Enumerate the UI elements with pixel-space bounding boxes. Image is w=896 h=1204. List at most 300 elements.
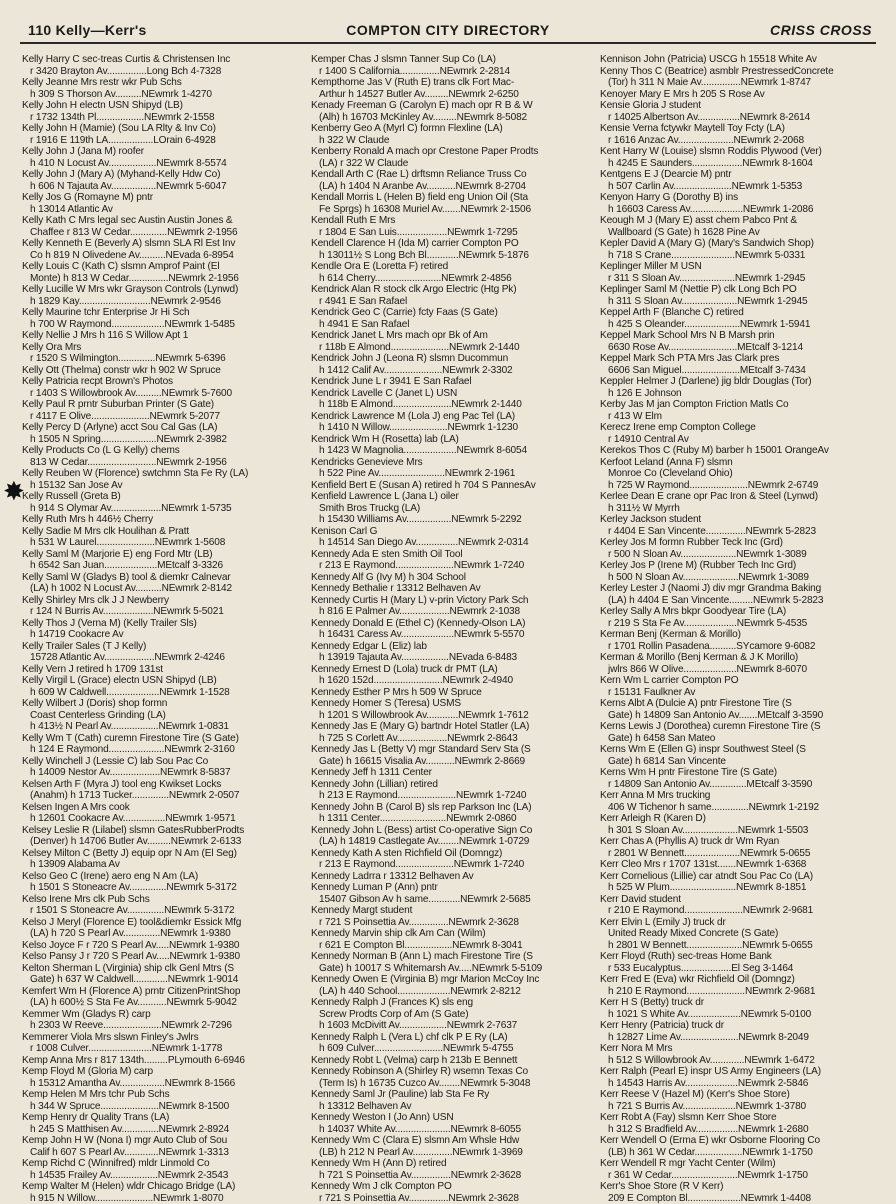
listing-line: Kennedy Ladrra r 13312 Belhaven Av [311,871,593,883]
listing-line: (LB) h 212 N Pearl Av...............NEwmrk 1-3969 [311,1147,593,1159]
listing-line: Kerr Ralph (Pearl E) inspr US Army Engineers (LA) [600,1066,884,1078]
listing-line: (Term Is) h 16735 Cuzco Av........NEwmrk 5-3048 [311,1078,593,1090]
listing-line: 15728 Atlantic Av...................NEwmrk 2-4246 [22,652,304,664]
listing-line: (LA) h 14819 Castlegate Av........NEwmrk 1-0729 [311,836,593,848]
listing-line: Gate) h 6814 San Vincente [600,756,884,768]
listing-line: h 1201 S Willowbrook Av............NEwmrk 1-7612 [311,710,593,722]
listing-line: r 1403 S Willowbrook Av..........NEwmrk 5-7600 [22,388,304,400]
listing-line: Kendell Clarence H (Ida M) carrier Compton PO [311,238,593,250]
listing-line: Keough M J (Mary E) asst chem Pabco Pnt & [600,215,884,227]
listing-line: h 13312 Belhaven Av [311,1101,593,1113]
listing-line: Kennedy Donald E (Ethel C) (Kennedy-Olson LA) [311,618,593,630]
listing-line: r 4404 E San Vincente...............NEwmrk 5-2823 [600,526,884,538]
listing-line: h 16431 Caress Av....................NEwmrk 5-5570 [311,629,593,641]
listing-line: h 14037 White Av.....................NEwmrk 8-6055 [311,1124,593,1136]
listing-line: Kentgens E J (Dearcie M) pntr [600,169,884,181]
listing-line: h 213 E Raymond......................NEwmrk 1-7240 [311,790,593,802]
listing-line: h 1412 Calif Av......................NEwmrk 2-3302 [311,365,593,377]
listing-line: 209 E Compton Bl....................NEwmrk 1-4408 [600,1193,884,1204]
listing-line: Kendrick Wm H (Rosetta) lab (LA) [311,434,593,446]
listing-line: h 525 W Plum.........................NEwmrk 8-1851 [600,882,884,894]
listing-line: h 14543 Harris Av....................NEwmrk 2-5846 [600,1078,884,1090]
listing-line: h 531 W Laurel......................NEwmrk 1-5608 [22,537,304,549]
listing-line: h 721 S Burris Av....................NEwmrk 1-3780 [600,1101,884,1113]
listing-line: Kemp Richd C (Winnifred) mldr Linmold Co [22,1158,304,1170]
listing-line: Kensie Gloria J student [600,100,884,112]
listing-line: Kendrick Geo C (Carrie) fcty Faas (S Gate) [311,307,593,319]
listing-line: (LA) h 1002 N Locust Av..........NEwmrk 2-8142 [22,583,304,595]
listing-line: h 14009 Nestor Av...................NEwmrk 8-5837 [22,767,304,779]
listing-line: Kenady Freeman G (Carolyn E) mach opr R B & W [311,100,593,112]
listing-line: Kendrick Alan R stock clk Argo Electric (Htg Pk) [311,284,593,296]
listing-line: Kerr Anna M Mrs trucking [600,790,884,802]
listing-line: h 614 Cherry.........................NEwmrk 2-4856 [311,273,593,285]
listing-line: h 915 N Willow......................NEwmrk 1-8070 [22,1193,304,1204]
listing-line: h 1423 W Magnolia....................NEwmrk 8-6054 [311,445,593,457]
listing-line: r 1501 S Stoneacre Av..............NEwmrk 5-3172 [22,905,304,917]
listing-line: h 718 S Crane........................NEwmrk 5-0331 [600,250,884,262]
listing-line: 406 W Tichenor h same..............NEwmrk 1-2192 [600,802,884,814]
listing-line: Kerr Cornelious (Lillie) car atndt Sou Pac Co (LA) [600,871,884,883]
listing-line: r 1616 Anzac Av.....................NEwmrk 2-2068 [600,135,884,147]
listing-line: Gate) h 16615 Visalia Av...........NEwmrk 2-8669 [311,756,593,768]
listing-line: r 3420 Brayton Av...............Long Bch 4-7328 [22,66,304,78]
listing-line: h 816 E Palmer Av...................NEwmrk 2-1038 [311,606,593,618]
listing-line: h 12827 Lime Av......................NEwmrk 8-2049 [600,1032,884,1044]
listing-line: Kelly Harry C sec-treas Curtis & Christensen Inc [22,54,304,66]
listing-line: (LA) h 440 School....................NEwmrk 2-8212 [311,986,593,998]
listing-line: Kelly Reuben W (Florence) swtchmn Sta Fe Ry (LA) [22,468,304,480]
listing-line: Keplinger Miller M USN [600,261,884,273]
listing-line: Keppel Arth F (Blanche C) retired [600,307,884,319]
listing-line: Kendrick Janet L Mrs mach opr Bk of Am [311,330,593,342]
listing-line: Kelly Thos J (Verna M) (Kelly Trailer Sls) [22,618,304,630]
listing-line: r 219 S Sta Fe Av....................NEwmrk 5-4535 [600,618,884,630]
listing-line: h 1311 Center.........................NEwmrk 2-0860 [311,813,593,825]
listing-line: Gate) h 10017 S Whitemarsh Av.....NEwmrk 5-5109 [311,963,593,975]
listing-line: Kelly Saml W (Gladys B) tool & diemkr Calnevar [22,572,304,584]
listing-line: Kelso Pansy J r 720 S Pearl Av.....NEwmrk 1-9380 [22,951,304,963]
listing-line: Gate) h 637 W Caldwell.............NEwmrk 1-9014 [22,974,304,986]
listing-line: Kelly Wilbert J (Doris) shop formn [22,698,304,710]
listing-line: Kendall Ruth E Mrs [311,215,593,227]
listing-line: r 213 E Raymond......................NEwmrk 1-7240 [311,859,593,871]
listing-line: Kerr Henry (Patricia) truck dr [600,1020,884,1032]
listing-line: Kennedy Robt L (Velma) carp h 213b E Bennett [311,1055,593,1067]
listing-line: Kerecz Irene emp Compton College [600,422,884,434]
listing-line: Kennedy Ada E sten Smith Oil Tool [311,549,593,561]
listing-line: r 213 E Raymond......................NEwmrk 1-7240 [311,560,593,572]
listing-line: Kenny Thos C (Beatrice) asmblr PrestressedConcrete [600,66,884,78]
listing-line: Kenfield Lawrence L (Jana L) oiler [311,491,593,503]
listing-line: Kennedy Homer S (Teresa) USMS [311,698,593,710]
listing-line: Kennedy Jas L (Betty V) mgr Standard Serv Sta (S [311,744,593,756]
listing-line: Kelly Louis C (Kath C) slsmn Amprof Paint (El [22,261,304,273]
listing-line: Kendrick Lawrence M (Lola J) eng Pac Tel (LA) [311,411,593,423]
listing-line: Kelly Saml M (Marjorie E) eng Ford Mtr (LB) [22,549,304,561]
listing-line: Keppel Mark Sch PTA Mrs Jas Clark pres [600,353,884,365]
listing-line: Kelly Patricia recpt Brown's Photos [22,376,304,388]
listing-line: (Alh) h 16703 McKinley Av.........NEwmrk 8-5082 [311,112,593,124]
listing-line: h 1620 152d..........................NEwmrk 2-4940 [311,675,593,687]
listing-line: h 301 S Sloan Av.....................NEwmrk 1-5503 [600,825,884,837]
listing-line: Kennedy Jas E (Mary G) bartndr Hotel Statler (LA) [311,721,593,733]
listing-line: (LB) h 361 W Cedar..................NEwmrk 1-1750 [600,1147,884,1159]
listing-line: Kennedy Owen E (Virginia B) mgr Marion McCoy Inc [311,974,593,986]
listing-line: Kerr Reese V (Hazel M) (Kerr's Shoe Store) [600,1089,884,1101]
listing-line: Kerley Jos M formn Rubber Teck Inc (Grd) [600,537,884,549]
listing-line: Kempthorne Jas V (Ruth E) trans clk Fort Mac- [311,77,593,89]
listing-line: Kelsey Leslie R (Lilabel) slsmn GatesRubberProdts [22,825,304,837]
listing-line: Kelly Ott (Thelma) constr wkr h 902 W Spruce [22,365,304,377]
listing-line: Kennedy John (Lillian) retired [311,779,593,791]
listing-line: Kelso Irene Mrs clk Pub Schs [22,894,304,906]
listing-line: Kerr Fred E (Eva) wkr Richfield Oil (Domngz) [600,974,884,986]
listing-line: United Ready Mixed Concrete (S Gate) [600,928,884,940]
listing-line: r 1400 S California...............NEwmrk 2-2814 [311,66,593,78]
listing-line: 15407 Gibson Av h same............NEwmrk 2-5685 [311,894,593,906]
listing-line: Kelly Ruth Mrs h 446½ Cherry [22,514,304,526]
listing-line: Kerby Jas M jan Compton Friction Matls Co [600,399,884,411]
listing-line: Kelsen Arth F (Myra J) tool eng Kwikset Locks [22,779,304,791]
listing-line: Kennedy Margt student [311,905,593,917]
listing-line: h 2801 W Bennett.....................NEwmrk 5-0655 [600,940,884,952]
listing-line: h 322 W Claude [311,135,593,147]
listing-line: Kelly Russell (Greta B) [22,491,304,503]
listing-line: h 13011½ S Long Bch Bl............NEwmrk 5-1876 [311,250,593,262]
listing-line: Kendrick June L r 3941 E San Rafael [311,376,593,388]
listing-line: h 2303 W Reeve......................NEwmrk 2-7296 [22,1020,304,1032]
listing-line: Kerman Benj (Kerman & Morillo) [600,629,884,641]
listing-line: Kemp Anna Mrs r 817 134th.........PLymouth 6-6946 [22,1055,304,1067]
listing-line: h 14719 Cookacre Av [22,629,304,641]
listing-line: Keppel Mark School Mrs N B Marsh prin [600,330,884,342]
listing-line: r 311 S Sloan Av.....................NEwmrk 1-2945 [600,273,884,285]
listing-line: r 361 W Cedar.........................NEwmrk 1-1750 [600,1170,884,1182]
listing-line: r 1520 S Wilmington..............NEwmrk 5-6396 [22,353,304,365]
listing-line: Kennedy Wm H (Ann D) retired [311,1158,593,1170]
listing-line: Gate) h 14809 San Antonio Av.......MEtcalf 3-3590 [600,710,884,722]
listing-line: Kensie Verna fctywkr Maytell Toy Fcty (LA) [600,123,884,135]
listing-line: Calif h 607 S Pearl Av.............NEwmrk 1-3313 [22,1147,304,1159]
listing-line: Kelsey Milton C (Betty J) equip opr N Am (El Seg) [22,848,304,860]
listing-line: Kerr Floyd (Ruth) sec-treas Home Bank [600,951,884,963]
listing-line: h 609 W Caldwell....................NEwmrk 1-1528 [22,687,304,699]
page-header [20,20,876,44]
listing-line: Kelly Jeanne Mrs restr wkr Pub Schs [22,77,304,89]
listing-line: h 124 E Raymond.....................NEwmrk 2-3160 [22,744,304,756]
listing-line: h 507 Carlin Av......................NEwmrk 1-5353 [600,181,884,193]
listing-line: h 512 S Willowbrook Av.............NEwmrk 1-6472 [600,1055,884,1067]
listing-line: Kelly Trailer Sales (T J Kelly) [22,641,304,653]
listing-line: Kerns Albt A (Dulcie A) pntr Firestone Tire (S [600,698,884,710]
listing-line: h 1410 N Willow......................NEwmrk 1-1230 [311,422,593,434]
listing-line: r 1916 E 119th LA.................LOrain 6-4928 [22,135,304,147]
listing-line: Kennedy Ralph J (Frances K) sls eng [311,997,593,1009]
listing-line: h 311 S Sloan Av.....................NEwmrk 1-2945 [600,296,884,308]
listing-line: Kerfoot Leland (Anna F) slsmn [600,457,884,469]
listing-line: h 15312 Amantha Av.................NEwmrk 8-1566 [22,1078,304,1090]
listing-line: Keplinger Saml M (Nettie P) clk Long Bch PO [600,284,884,296]
listing-line: h 1021 S White Av....................NEwmrk 5-0100 [600,1009,884,1021]
listing-line: r 4117 E Olive......................NEwmrk 5-2077 [22,411,304,423]
listing-line: h 1603 McDivitt Av..................NEwmrk 2-7637 [311,1020,593,1032]
listing-line: h 15430 Williams Av.................NEwmrk 5-2292 [311,514,593,526]
listing-line: Gate) h 6458 San Mateo [600,733,884,745]
listing-line: Coast Centerless Grinding (LA) [22,710,304,722]
listing-line: Kelly John J (Jana M) roofer [22,146,304,158]
listing-line: r 15131 Faulkner Av [600,687,884,699]
listing-line: Kerr's Shoe Store (R V Kerr) [600,1181,884,1193]
listing-line: Kennedy Wm C (Clara E) slsmn Am Whsle Hdw [311,1135,593,1147]
listing-line: Kelly John H electn USN Shipyd (LB) [22,100,304,112]
listing-line: Kerr H S (Betty) truck dr [600,997,884,1009]
listing-line: Kerr Wendell R mgr Yacht Center (Wilm) [600,1158,884,1170]
listing-line: h 4941 E San Rafael [311,319,593,331]
listing-line: r 14910 Central Av [600,434,884,446]
listing-line: (Denver) h 14706 Butler Av.........NEwmrk 2-6133 [22,836,304,848]
listing-line: Kendricks Genevieve Mrs [311,457,593,469]
listing-line: Kennedy John B (Carol B) sls rep Parkson Inc (LA) [311,802,593,814]
listing-line: Kelso Joyce F r 720 S Pearl Av.....NEwmrk 1-9380 [22,940,304,952]
listing-line: Kendall Arth C (Rae L) drftsmn Reliance Truss Co [311,169,593,181]
listing-line: h 1501 S Stoneacre Av..............NEwmrk 5-3172 [22,882,304,894]
listing-line: Keppler Helmer J (Darlene) jig bldr Douglas (Tor) [600,376,884,388]
listing-line: Kepler David A (Mary G) (Mary's Sandwich Shop) [600,238,884,250]
listing-line: 6606 San Miguel......................MEtcalf 3-7434 [600,365,884,377]
listing-line: r 621 E Compton Bl..................NEwmrk 8-3041 [311,940,593,952]
listing-line: Kenberry Ronald A mach opr Crestone Paper Prodts [311,146,593,158]
listing-line: Kelly John H (Mamie) (Sou LA Rlty & Inv Co) [22,123,304,135]
listing-line: Kelton Sherman L (Virginia) ship clk Genl Mtrs (S [22,963,304,975]
listing-line: Kerns Wm E (Ellen G) inspr Southwest Steel (S [600,744,884,756]
listing-line: h 1505 N Spring.....................NEwmrk 2-3982 [22,434,304,446]
listing-line: h 13919 Tajauta Av..................NEvada 6-8483 [311,652,593,664]
listing-line: Kerekos Thos C (Ruby M) barber h 15001 OrangeAv [600,445,884,457]
listing-line: Kennedy Edgar L (Eliz) lab [311,641,593,653]
listing-line: Kennedy Esther P Mrs h 509 W Spruce [311,687,593,699]
listing-line: (Tor) h 311 N Maie Av...............NEwmrk 1-8747 [600,77,884,89]
listing-line: r 1701 Rollin Pasadena..........SYcamore 9-6082 [600,641,884,653]
listing-line: r 1732 134th Pl..................NEwmrk 2-1558 [22,112,304,124]
listing-line: Monroe Co (Cleveland Ohio) [600,468,884,480]
listing-line: Kenison Carl G [311,526,593,538]
listing-line: h 311½ W Myrrh [600,503,884,515]
listing-line: Kennedy Ralph L (Vera L) chf clk P E Ry (LA) [311,1032,593,1044]
listing-line: Kerr Nora M Mrs [600,1043,884,1055]
listing-line: h 14514 San Diego Av................NEwmrk 2-0314 [311,537,593,549]
listing-line: h 700 W Raymond....................NEwmrk 1-5485 [22,319,304,331]
listing-line: Kerley Sally A Mrs bkpr Goodyear Tire (LA) [600,606,884,618]
listing-line: Kemp Helen M Mrs tchr Pub Schs [22,1089,304,1101]
listing-line: Wallboard (S Gate) h 1628 Pine Av [600,227,884,239]
listing-line: Fe Sprgs) h 16308 Muriel Av.......NEwmrk 2-1506 [311,204,593,216]
listing-line: h 914 S Olymar Av...................NEwmrk 1-5735 [22,503,304,515]
listing-line: Kennedy Kath A sten Richfield Oil (Domngz) [311,848,593,860]
listing-line: Kelly Vern J retired h 1709 131st [22,664,304,676]
listing-line: r 124 N Burris Av...................NEwmrk 5-5021 [22,606,304,618]
listing-line: Kennedy Bethalie r 13312 Belhaven Av [311,583,593,595]
listing-line: Kelly Kenneth E (Beverly A) slsmn SLA Rl Est Inv [22,238,304,250]
listing-line: (LA) h 720 S Pearl Av..............NEwmrk 1-9380 [22,928,304,940]
listing-line: Kerley Jackson student [600,514,884,526]
listing-line: Kendall Morris L (Helen B) field eng Union Oil (Sta [311,192,593,204]
listing-line: Kemp Walter M (Helen) wldr Chicago Bridge (LA) [22,1181,304,1193]
listing-line: Kelly John J (Mary A) (Myhand-Kelly Hdw Co) [22,169,304,181]
listing-line: h 725 W Raymond......................NEwmrk 2-6749 [600,480,884,492]
listing-line: Kendle Ora E (Loretta F) retired [311,261,593,273]
listing-line: Kerr Arleigh R (Karen D) [600,813,884,825]
listing-line: Kerley Lester J (Naomi J) div mgr Grandma Baking [600,583,884,595]
listing-line: h 118b E Almond......................NEwmrk 2-1440 [311,399,593,411]
listing-line: r 2801 W Bennett.....................NEwmrk 5-0655 [600,848,884,860]
listing-line: Kent Harry W (Louise) slsmn Roddis Plywood (Ver) [600,146,884,158]
listing-line: Monte) h 813 W Cedar...............NEwmrk 2-1956 [22,273,304,285]
listing-line: h 1829 Kay...........................NEwmrk 2-9546 [22,296,304,308]
listing-line: r 500 N Sloan Av.....................NEwmrk 1-3089 [600,549,884,561]
listing-line: r 4941 E San Rafael [311,296,593,308]
listing-line: Kenoyer Mary E Mrs h 205 S Rose Av [600,89,884,101]
listing-line: Chaffee r 813 W Cedar..............NEwmrk 2-1956 [22,227,304,239]
listing-line: Kerr David student [600,894,884,906]
listing-line: Kennedy Ernest D (Lola) truck dr PMT (LA) [311,664,593,676]
listing-line: Kelsen Ingen A Mrs cook [22,802,304,814]
listing-line: Kennedy Luman P (Ann) pntr [311,882,593,894]
listing-line: h 312 S Bradfield Av................NEwmrk 1-2680 [600,1124,884,1136]
listing-line: Kelly Products Co (L G Kelly) chems [22,445,304,457]
listing-line: h 210 E Raymond......................NEwmrk 2-9681 [600,986,884,998]
listing-line: jwlrs 866 W Olive....................NEwmrk 8-6070 [600,664,884,676]
listing-line: h 16603 Caress Av....................NEwmrk 1-2086 [600,204,884,216]
listing-line: Kerns Wm H pntr Firestone Tire (S Gate) [600,767,884,779]
listing-line: Kelly Wm T (Cath) curemn Firestone Tire (S Gate) [22,733,304,745]
listing-line: Kennedy John L (Bess) artist Co-operative Sign Co [311,825,593,837]
listing-line: Kelly Percy D (Arlyne) acct Sou Cal Gas (LA) [22,422,304,434]
listing-line: h 6542 San Juan....................MEtcalf 3-3326 [22,560,304,572]
listing-line: Kennedy Curtis H (Mary L) v-prin Victory Park Sch [311,595,593,607]
listing-line: h 126 E Johnson [600,388,884,400]
listing-line: Kerr Cleo Mrs r 1707 131st.......NEwmrk 1-6368 [600,859,884,871]
listing-line: Kerley Jos P (Irene M) (Rubber Tech Inc Grd) [600,560,884,572]
listing-line: Kern Wm L carrier Compton PO [600,675,884,687]
listing-line: (Anahm) h 1713 Tucker..............NEwmrk 2-0507 [22,790,304,802]
listing-column-1 [22,54,304,1194]
listing-line: Kemmer Wm (Gladys R) carp [22,1009,304,1021]
listing-line: (LA) r 322 W Claude [311,158,593,170]
listing-line: h 245 S Matthisen Av..............NEwmrk 2-8924 [22,1124,304,1136]
page-number-running-head: 110 Kelly—Kerr's [28,22,147,38]
listing-line: Kerr Chas A (Phyllis A) truck dr Wm Ryan [600,836,884,848]
star-icon: ✸ [3,478,29,504]
listing-line: r 413 W Elm [600,411,884,423]
listing-line: r 1008 Culver........................NEwmrk 1-1778 [22,1043,304,1055]
listing-line: h 344 W Spruce......................NEwmrk 8-1500 [22,1101,304,1113]
listing-line: 6630 Rose Av..........................MEtcalf 3-1214 [600,342,884,354]
listing-line: h 410 N Locust Av..................NEwmrk 8-5574 [22,158,304,170]
listing-line: h 13909 Alabama Av [22,859,304,871]
listing-line: Kelly Virgil L (Grace) electn USN Shipyd (LB) [22,675,304,687]
listing-line: 813 W Cedar..........................NEwmrk 2-1956 [22,457,304,469]
listing-line: h 522 Pine Av.........................NEwmrk 2-1961 [311,468,593,480]
listing-line: Kenfield Bert E (Susan A) retired h 704 S PannesAv [311,480,593,492]
listing-line: r 721 S Poinsettia Av...............NEwmrk 2-3628 [311,917,593,929]
listing-line: (LA) h 600½ S Sta Fe Av...........NEwmrk 5-9042 [22,997,304,1009]
listing-line: Kennedy Robinson A (Shirley R) wsemn Texas Co [311,1066,593,1078]
listing-line: Kemp Floyd M (Gloria M) carp [22,1066,304,1078]
listing-line: Kelly Lucille W Mrs wkr Grayson Controls (Lynwd) [22,284,304,296]
listing-line: r 210 E Raymond......................NEwmrk 2-9681 [600,905,884,917]
listing-line: Kelly Kath C Mrs legal sec Austin Austin Jones & [22,215,304,227]
listing-line: Kerr Wendell O (Erma E) wkr Osborne Flooring Co [600,1135,884,1147]
listing-line: r 1804 E San Luis...................NEwmrk 1-7295 [311,227,593,239]
listing-line: h 606 N Tajauta Av.................NEwmrk 5-6047 [22,181,304,193]
listing-line: Kelly Ora Mrs [22,342,304,354]
listing-line: h 725 S Corlett Av...................NEwmrk 2-8643 [311,733,593,745]
listing-line: Kennedy Wm J clk Compton PO [311,1181,593,1193]
listing-line: r 118b E Almond......................NEwmrk 2-1440 [311,342,593,354]
listing-line: h 500 N Sloan Av.....................NEwmrk 1-3089 [600,572,884,584]
listing-line: h 12601 Cookacre Av................NEwmrk 1-9571 [22,813,304,825]
listing-line: Kenberry Geo A (Myrl C) formn Flexline (LA) [311,123,593,135]
listing-line: Kelly Maurine tchr Enterprise Jr Hi Sch [22,307,304,319]
listing-line: Kerlee Dean E crane opr Pac Iron & Steel (Lynwd) [600,491,884,503]
listing-line: h 721 S Poinsettia Av...............NEwmrk 2-3628 [311,1170,593,1182]
listing-line: Kendrick Lavelle C (Janet L) USN [311,388,593,400]
listing-line: r 14025 Albertson Av................NEwmrk 8-2614 [600,112,884,124]
listing-line: Kelso Geo C (Irene) aero eng N Am (LA) [22,871,304,883]
listing-column-2 [311,54,593,1194]
listing-line: h 15132 San Jose Av [22,480,304,492]
listing-line: Kenyon Harry G (Dorothy B) ins [600,192,884,204]
listing-line: Kelly Nellie J Mrs h 116 S Willow Apt 1 [22,330,304,342]
listing-line: h 609 Culver..........................NEwmrk 5-4755 [311,1043,593,1055]
listing-line: Kelly Paul R prntr Suburban Printer (S Gate) [22,399,304,411]
listing-line: r 533 Eucalyptus...................El Seg 3-1464 [600,963,884,975]
listing-line: Kelly Winchell J (Lessie C) lab Sou Pac Co [22,756,304,768]
listing-column-3 [600,54,884,1194]
listing-line: Kemfert Wm H (Florence A) prntr CitizenPrintShop [22,986,304,998]
listing-line: Kendrick John J (Leona R) slsmn Ducommun [311,353,593,365]
listing-line: Arthur h 14527 Butler Av.........NEwmrk 2-6250 [311,89,593,101]
listing-line: Kennedy Marvin ship clk Am Can (Wilm) [311,928,593,940]
listing-line: (LA) h 4404 E San Vincente.........NEwmrk 5-2823 [600,595,884,607]
listing-line: Kerr Elvin L (Emily J) truck dr [600,917,884,929]
listing-line: Kemp John H W (Nona I) mgr Auto Club of Sou [22,1135,304,1147]
listing-line: Kelso J Meryl (Florence E) tool&diemkr Essick Mfg [22,917,304,929]
listing-line: Co h 819 N Olivedene Av..........NEvada 6-8954 [22,250,304,262]
listing-line: h 4245 E Saunders...................NEwmrk 8-1604 [600,158,884,170]
listing-line: Kemper Chas J slsmn Tanner Sup Co (LA) [311,54,593,66]
listing-line: Kennedy Alf G (Ivy M) h 304 School [311,572,593,584]
listing-line: Kelly Sadie M Mrs clk Houlihan & Pratt [22,526,304,538]
listing-line: Kerr Robt A (Fay) slsmn Kerr Shoe Store [600,1112,884,1124]
listing-line: Kennedy Weston I (Jo Ann) USN [311,1112,593,1124]
listing-line: h 309 S Thorson Av..........NEwmrk 1-4270 [22,89,304,101]
listing-line: Kelly Jos G (Romayne M) pntr [22,192,304,204]
listing-line: Kennison John (Patricia) USCG h 15518 White Av [600,54,884,66]
listing-line: Kemmerer Viola Mrs slswn Finley's Jwlrs [22,1032,304,1044]
listing-line: r 721 S Poinsettia Av...............NEwmrk 2-3628 [311,1193,593,1204]
listing-line: h 13014 Atlantic Av [22,204,304,216]
listing-line: h 14535 Frailey Av..................NEwmrk 2-3543 [22,1170,304,1182]
directory-title: COMPTON CITY DIRECTORY [20,22,876,38]
listing-line: Kelly Shirley Mrs clk J J Newberry [22,595,304,607]
listing-line: Kerman & Morillo (Benj Kerman & J K Morillo) [600,652,884,664]
listing-line: Smith Bros Truckg (LA) [311,503,593,515]
listing-line: Kennedy Norman B (Ann L) mach Firestone Tire (S [311,951,593,963]
listing-line: Kennedy Jeff h 1311 Center [311,767,593,779]
listing-line: Kemp Henry dr Quality Trans (LA) [22,1112,304,1124]
